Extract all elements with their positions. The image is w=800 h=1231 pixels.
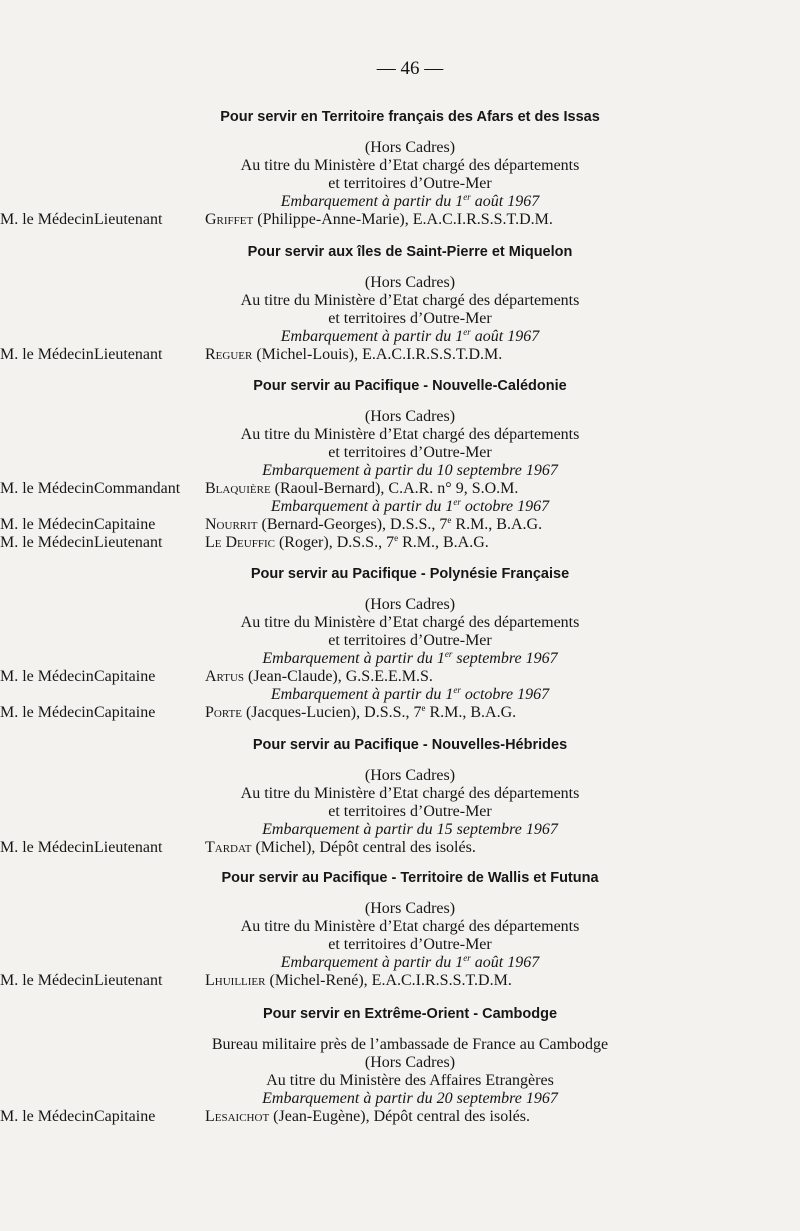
section-saint-pierre-miquelon [0, 241, 800, 364]
person-entry: M. le Médecin Commandant Blaquière (Raoul-Bernard), C.A.R. n° 9, S.O.M. [0, 480, 519, 497]
hors-cadres: (Hors Cadres) [364, 900, 456, 917]
ministry-line: et territoires d’Outre-Mer [328, 310, 492, 327]
section-wallis-futuna [0, 867, 800, 990]
hors-cadres: (Hors Cadres) [364, 767, 456, 784]
section-heading: Pour servir en Extrême-Orient - Cambodge [262, 1006, 558, 1022]
person-entry: M. le Médecin Lieutenant Tardat (Michel), Dépôt central des isolés. [0, 839, 476, 856]
embarkation-date: Embarquement à partir du 10 septembre 1967 [262, 462, 558, 479]
section-heading: Pour servir au Pacifique - Nouvelles-Hébrides [252, 737, 568, 753]
section-nouvelle-caledonie [0, 375, 800, 552]
hors-cadres: (Hors Cadres) [364, 408, 456, 425]
embarkation-date: Embarquement à partir du 1er août 1967 [280, 953, 540, 971]
section-heading: Pour servir au Pacifique - Polynésie Française [250, 566, 570, 582]
ministry-line: Au titre du Ministère d’Etat chargé des départements [240, 614, 580, 631]
section-nouvelles-hebrides [0, 734, 800, 857]
hors-cadres: (Hors Cadres) [364, 274, 456, 291]
person-entry: M. le Médecin Capitaine Porte (Jacques-Lucien), D.S.S., 7e R.M., B.A.G. [0, 703, 517, 721]
ministry-line: Au titre du Ministère d’Etat chargé des départements [240, 785, 580, 802]
section-heading: Pour servir au Pacifique - Nouvelle-Calédonie [253, 378, 567, 394]
person-entry: M. le Médecin Lieutenant Le Deuffic (Roger), D.S.S., 7e R.M., B.A.G. [0, 533, 489, 551]
ministry-line: et territoires d’Outre-Mer [328, 175, 492, 192]
ministry-line: Au titre du Ministère d’Etat chargé des départements [240, 292, 580, 309]
section-heading: Pour servir en Territoire français des Afars et des Issas [220, 109, 600, 125]
person-entry: M. le Médecin Capitaine Artus (Jean-Claude), G.S.E.E.M.S. [0, 668, 433, 685]
ministry-line: et territoires d’Outre-Mer [328, 632, 492, 649]
ministry-line: Au titre du Ministère d’Etat chargé des départements [240, 157, 580, 174]
hors-cadres: (Hors Cadres) [364, 596, 456, 613]
embarkation-date: Embarquement à partir du 15 septembre 1967 [262, 821, 558, 838]
embarkation-date: Embarquement à partir du 20 septembre 1967 [262, 1090, 558, 1107]
person-entry: M. le Médecin Lieutenant Lhuillier (Michel-René), E.A.C.I.R.S.S.T.D.M. [0, 972, 512, 989]
page-number: — 46 — [376, 58, 444, 79]
ministry-line: et territoires d’Outre-Mer [328, 444, 492, 461]
embarkation-date: Embarquement à partir du 1er août 1967 [280, 327, 540, 345]
embarkation-date: Embarquement à partir du 1er octobre 1967 [270, 685, 550, 703]
ministry-line: Au titre du Ministère d’Etat chargé des départements [240, 918, 580, 935]
ministry-line: et territoires d’Outre-Mer [328, 936, 492, 953]
section-afars-issas [0, 106, 800, 229]
section-heading: Pour servir aux îles de Saint-Pierre et Miquelon [247, 244, 573, 260]
embarkation-date: Embarquement à partir du 1er septembre 1967 [262, 649, 558, 667]
hors-cadres: (Hors Cadres) [364, 139, 456, 156]
ministry-line: et territoires d’Outre-Mer [328, 803, 492, 820]
section-heading: Pour servir au Pacifique - Territoire de Wallis et Futuna [221, 870, 599, 886]
section-polynesie-francaise [0, 563, 800, 722]
embarkation-date: Embarquement à partir du 1er août 1967 [280, 192, 540, 210]
person-entry: M. le Médecin Lieutenant Griffet (Philippe-Anne-Marie), E.A.C.I.R.S.S.T.D.M. [0, 211, 553, 228]
person-entry: M. le Médecin Capitaine Nourrit (Bernard-Georges), D.S.S., 7e R.M., B.A.G. [0, 515, 543, 533]
ministry-line: Au titre du Ministère d’Etat chargé des départements [240, 426, 580, 443]
ministry-line: Au titre du Ministère des Affaires Etrangères [266, 1072, 554, 1089]
section-cambodge [0, 1003, 800, 1126]
person-entry: M. le Médecin Capitaine Lesaichot (Jean-Eugène), Dépôt central des isolés. [0, 1108, 530, 1125]
bureau-line: Bureau militaire près de l’ambassade de France au Cambodge [211, 1036, 609, 1053]
person-entry: M. le Médecin Lieutenant Reguer (Michel-Louis), E.A.C.I.R.S.S.T.D.M. [0, 346, 503, 363]
hors-cadres: (Hors Cadres) [364, 1054, 456, 1071]
embarkation-date: Embarquement à partir du 1er octobre 1967 [270, 497, 550, 515]
